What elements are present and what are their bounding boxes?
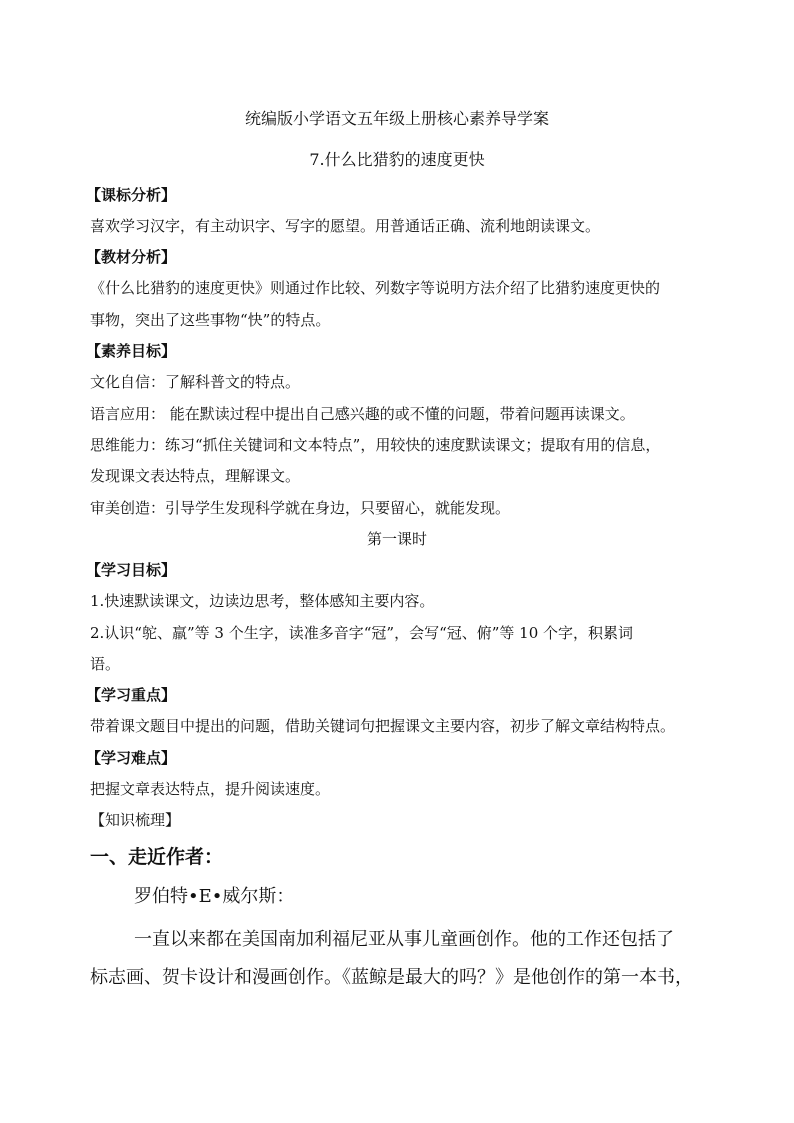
document-title: 统编版小学语文五年级上册核心素养导学案 [244, 109, 549, 128]
heading-knowledge: 【知识梳理】 [90, 811, 181, 829]
author-bio-1: 一直以来都在美国南加利福尼亚从事儿童画创作。他的工作还包括了 [134, 929, 674, 950]
goal-thinking-2: 发现课文表达特点，理解课文。 [90, 467, 301, 485]
heading-difficulty: 【学习难点】 [86, 749, 177, 767]
objective-2a: 2.认识“鸵、羸”等 3 个生字，读准多音字“冠”，会写“冠、俯”等 10 个字，积累词 [90, 624, 634, 642]
keypoints-text: 带着课文题目中提出的问题，借助关键词句把握课文主要内容，初步了解文章结构特点。 [90, 717, 676, 735]
heading-textbook: 【教材分析】 [86, 248, 177, 266]
section-author: 一、走近作者： [90, 846, 224, 868]
goal-aesthetic: 审美创造：引导学生发现科学就在身边，只要留心，就能发现。 [90, 499, 511, 517]
curriculum-text: 喜欢学习汉字，有主动识字、写字的愿望。用普通话正确、流利地朗读课文。 [90, 217, 601, 235]
author-name: 罗伯特•E•威尔斯： [134, 886, 295, 907]
period-label: 第一课时 [366, 530, 427, 548]
heading-goals: 【素养目标】 [86, 342, 177, 360]
goal-language: 语言应用： 能在默读过程中提出自己感兴趣的或不懂的问题，带着问题再读课文。 [90, 405, 635, 423]
objective-1: 1.快速默读课文，边读边思考，整体感知主要内容。 [90, 592, 435, 610]
textbook-text-2: 事物，突出了这些事物“快”的特点。 [90, 311, 331, 329]
difficulty-text: 把握文章表达特点，提升阅读速度。 [90, 780, 331, 798]
goal-thinking-1: 思维能力：练习“抓住关键词和文本特点”，用较快的速度默读课文；提取有用的信息， [90, 436, 661, 454]
textbook-text-1: 《什么比猎豹的速度更快》则通过作比较、列数字等说明方法介绍了比猎豹速度更快的 [90, 279, 661, 297]
author-bio-2: 标志画、贺卡设计和漫画创作。《蓝鲸是最大的吗？》是他创作的第一本书， [90, 967, 693, 988]
objective-2b: 语。 [90, 655, 121, 673]
heading-curriculum: 【课标分析】 [86, 186, 177, 204]
lesson-title: 7.什么比猎豹的速度更快 [309, 150, 485, 169]
goal-culture: 文化自信：了解科普文的特点。 [90, 373, 301, 391]
heading-objectives: 【学习目标】 [86, 561, 177, 579]
heading-keypoints: 【学习重点】 [86, 686, 177, 704]
